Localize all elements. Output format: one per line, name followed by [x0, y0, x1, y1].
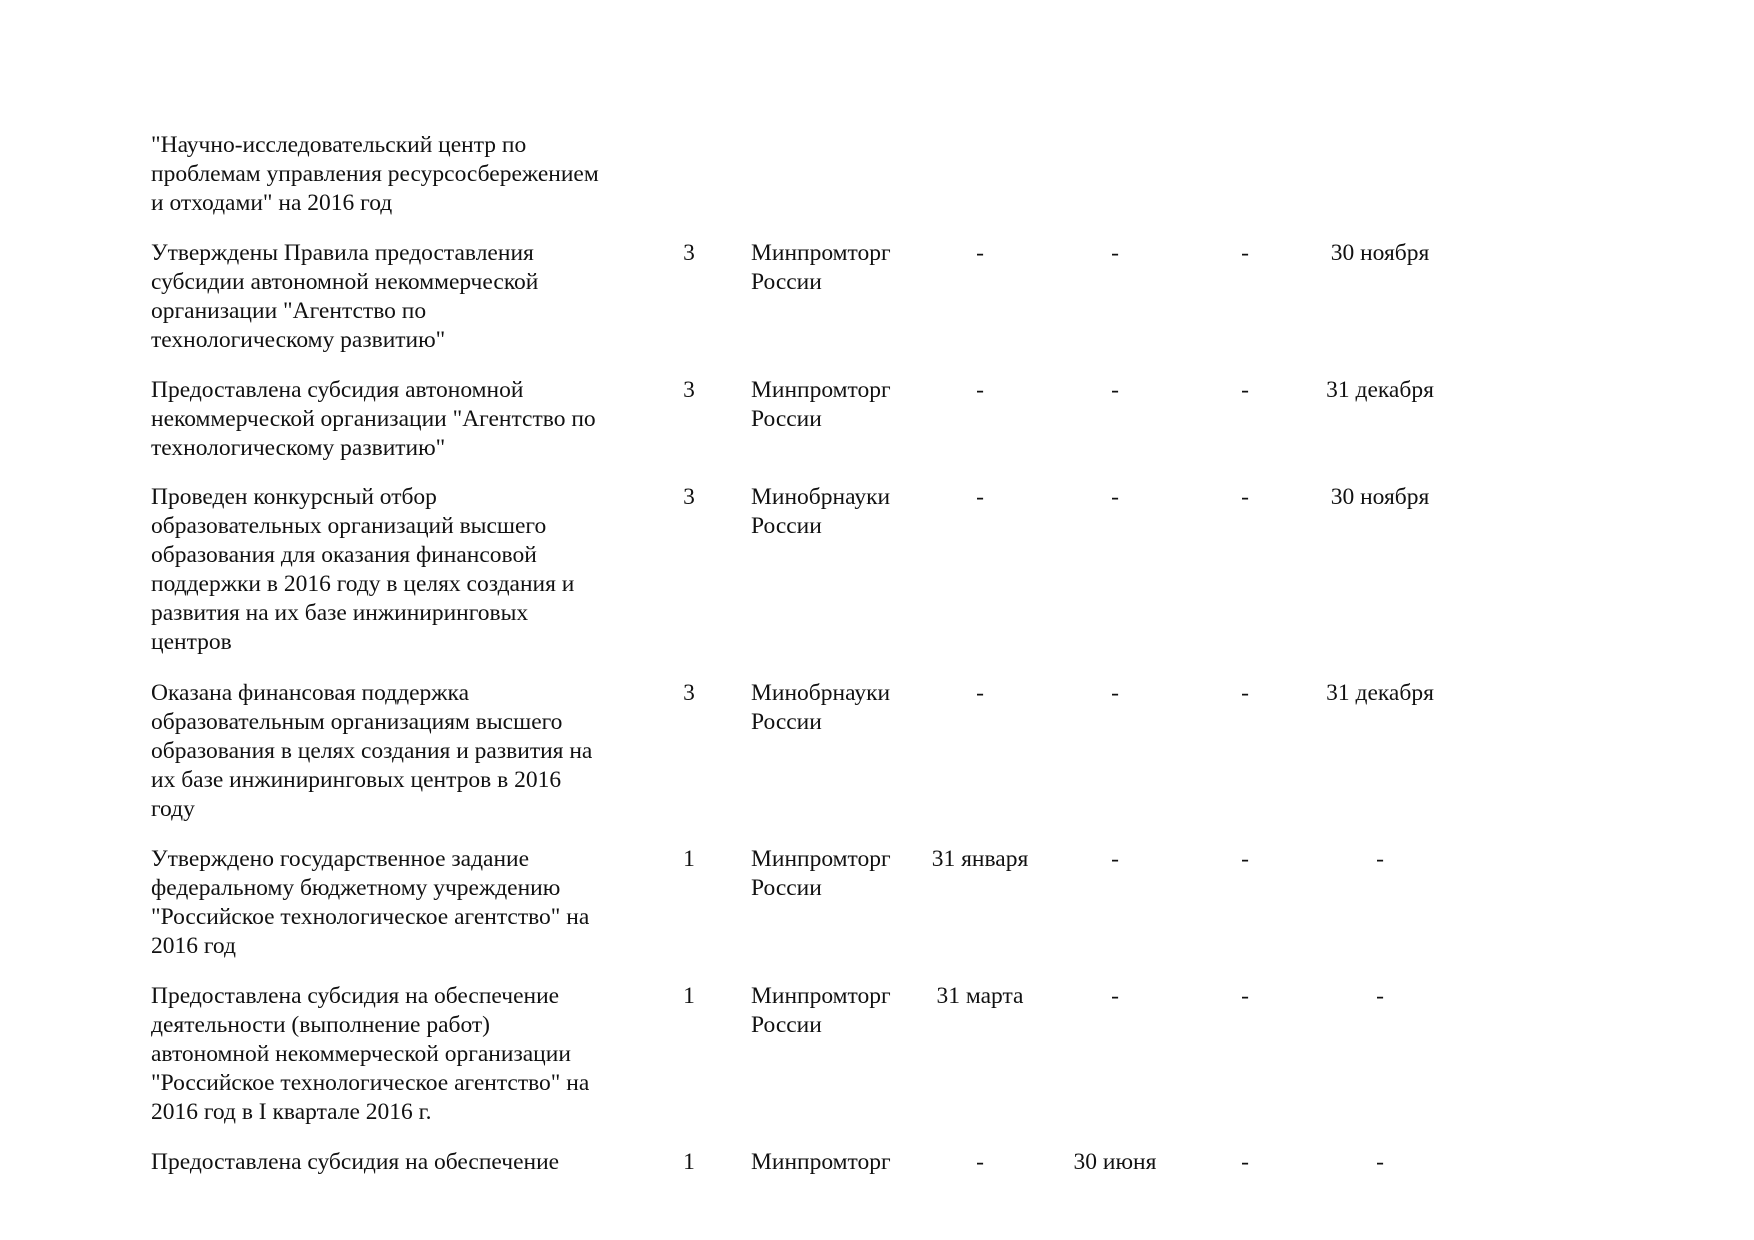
row-q1: - — [976, 484, 984, 510]
description-line: Оказана финансовая поддержка — [151, 680, 469, 706]
organization-line: России — [751, 269, 822, 295]
row-organization — [751, 1148, 921, 1177]
intro-line: проблемам управления ресурсосбережением — [151, 161, 599, 187]
description-line: поддержки в 2016 году в целях создания и — [151, 571, 575, 597]
description-line: их базе инжиниринговых центров в 2016 — [151, 767, 562, 793]
description-line: развития на их базе инжиниринговых — [151, 600, 529, 626]
description-line: технологическому развитию" — [151, 327, 446, 353]
description-line: образовательных организаций высшего — [151, 513, 547, 539]
row-organization — [751, 679, 921, 737]
row-description — [151, 1148, 641, 1177]
description-line: 2016 год в I квартале 2016 г. — [151, 1099, 432, 1125]
row-organization — [751, 376, 921, 434]
row-number: 3 — [683, 680, 695, 706]
organization-line: России — [751, 709, 822, 735]
description-line: Утверждено государственное задание — [151, 846, 530, 872]
description-line: Предоставлена субсидия на обеспечение — [151, 1149, 560, 1175]
row-q3: - — [1241, 846, 1249, 872]
row-q4: 30 ноября — [1330, 240, 1430, 266]
row-description — [151, 483, 641, 657]
intro-text — [151, 131, 641, 218]
description-line: технологическому развитию" — [151, 435, 446, 461]
organization-line: Минпромторг — [751, 377, 891, 403]
description-line: федеральному бюджетному учреждению — [151, 875, 561, 901]
organization-line: Минпромторг — [751, 846, 891, 872]
description-line: "Российское технологическое агентство" на — [151, 1070, 590, 1096]
intro-line: и отходами" на 2016 год — [151, 190, 393, 216]
description-line: некоммерческой организации "Агентство по — [151, 406, 596, 432]
organization-line: Минобрнауки — [751, 484, 891, 510]
row-q4: 31 декабря — [1326, 377, 1434, 403]
description-line: организации "Агентство по — [151, 298, 427, 324]
row-q1: 31 января — [931, 846, 1029, 872]
row-number: 1 — [683, 1149, 695, 1175]
organization-line: Минобрнауки — [751, 680, 891, 706]
organization-line: Минпромторг — [751, 983, 891, 1009]
row-q1: - — [976, 240, 984, 266]
description-line: центров — [151, 629, 232, 655]
organization-line: Минпромторг — [751, 240, 891, 266]
description-line: образования для оказания финансовой — [151, 542, 537, 568]
organization-line: России — [751, 875, 822, 901]
row-q1: - — [976, 377, 984, 403]
description-line: образования в целях создания и развития на — [151, 738, 593, 764]
row-description — [151, 239, 641, 355]
row-q4: - — [1376, 983, 1384, 1009]
row-q2: - — [1111, 680, 1119, 706]
row-q2: - — [1111, 240, 1119, 266]
row-q3: - — [1241, 1149, 1249, 1175]
row-description — [151, 845, 641, 961]
row-q2: 30 июня — [1073, 1149, 1157, 1175]
row-q4: - — [1376, 1149, 1384, 1175]
row-organization — [751, 239, 921, 297]
row-q3: - — [1241, 377, 1249, 403]
row-q2: - — [1111, 983, 1119, 1009]
organization-line: России — [751, 406, 822, 432]
organization-line: России — [751, 513, 822, 539]
row-description — [151, 982, 641, 1127]
row-number: 3 — [683, 484, 695, 510]
row-q3: - — [1241, 680, 1249, 706]
row-description — [151, 376, 641, 463]
description-line: Предоставлена субсидия на обеспечение — [151, 983, 560, 1009]
description-line: Проведен конкурсный отбор — [151, 484, 437, 510]
description-line: Утверждены Правила предоставления — [151, 240, 534, 266]
description-line: году — [151, 796, 195, 822]
row-number: 1 — [683, 983, 695, 1009]
row-organization — [751, 982, 921, 1040]
row-q1: 31 марта — [936, 983, 1024, 1009]
row-q2: - — [1111, 846, 1119, 872]
row-description — [151, 679, 641, 824]
description-line: субсидии автономной некоммерческой — [151, 269, 539, 295]
row-q1: - — [976, 1149, 984, 1175]
intro-line: "Научно-исследовательский центр по — [151, 132, 527, 158]
row-number: 1 — [683, 846, 695, 872]
description-line: автономной некоммерческой организации — [151, 1041, 571, 1067]
organization-line: Минпромторг — [751, 1149, 891, 1175]
row-organization — [751, 845, 921, 903]
row-q3: - — [1241, 484, 1249, 510]
row-q2: - — [1111, 377, 1119, 403]
description-line: деятельности (выполнение работ) — [151, 1012, 490, 1038]
organization-line: России — [751, 1012, 822, 1038]
row-number: 3 — [683, 377, 695, 403]
row-q3: - — [1241, 240, 1249, 266]
row-q1: - — [976, 680, 984, 706]
row-number: 3 — [683, 240, 695, 266]
description-line: 2016 год — [151, 933, 236, 959]
description-line: образовательным организациям высшего — [151, 709, 563, 735]
description-line: "Российское технологическое агентство" на — [151, 904, 590, 930]
row-q4: 30 ноября — [1330, 484, 1430, 510]
description-line: Предоставлена субсидия автономной — [151, 377, 524, 403]
row-organization — [751, 483, 921, 541]
row-q3: - — [1241, 983, 1249, 1009]
row-q4: - — [1376, 846, 1384, 872]
row-q4: 31 декабря — [1326, 680, 1434, 706]
row-q2: - — [1111, 484, 1119, 510]
